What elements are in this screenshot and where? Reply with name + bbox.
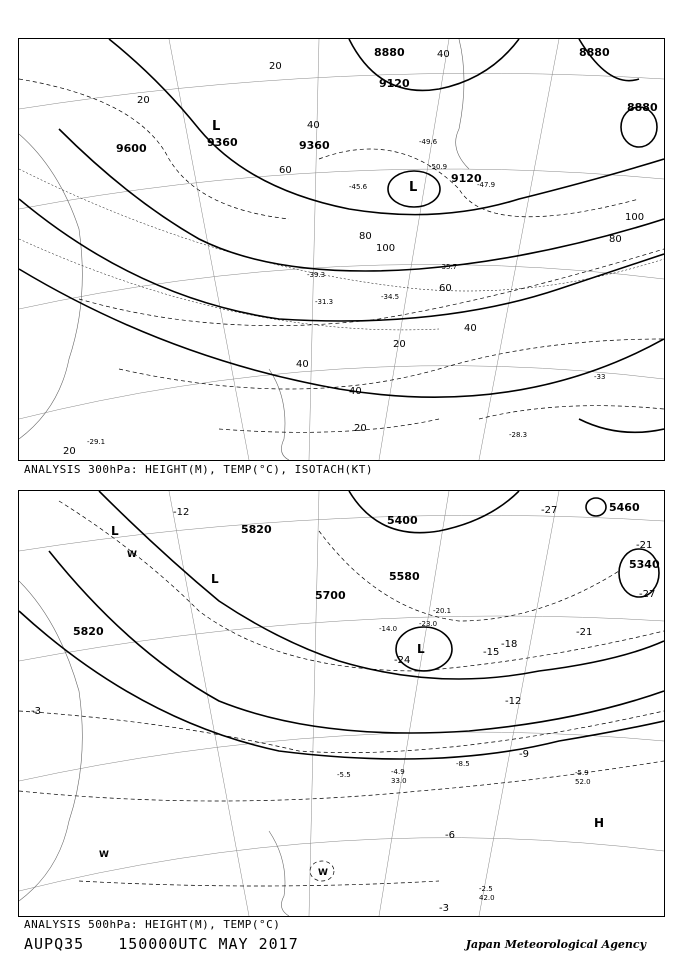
station-value: -50.9 xyxy=(429,163,448,171)
station-value: -5.9 xyxy=(575,769,589,777)
temperature-label: -24 xyxy=(394,655,411,666)
station-value: -31.3 xyxy=(315,298,334,306)
isotach-label: 100 xyxy=(376,243,396,254)
pressure-center-group xyxy=(99,524,604,878)
isotach-label: 20 xyxy=(137,95,150,106)
station-value: -23.0 xyxy=(419,620,438,628)
low-pressure-center: L xyxy=(211,572,219,586)
station-value: -39.3 xyxy=(307,271,326,279)
station-value: -8.5 xyxy=(456,760,470,768)
temperature-label: -12 xyxy=(173,507,190,518)
height-label: 5400 xyxy=(387,514,418,527)
isotach-label: 40 xyxy=(437,49,450,60)
height-label: 5580 xyxy=(389,570,420,583)
height-label: 9600 xyxy=(116,142,147,155)
height-label-group xyxy=(73,501,660,638)
isotach-label: 20 xyxy=(63,446,76,457)
height-label: 5700 xyxy=(315,589,346,602)
temperature-label: -18 xyxy=(501,639,518,650)
upper-air-chart-300hpa xyxy=(18,38,665,461)
station-value: -14.0 xyxy=(379,625,398,633)
station-value-group xyxy=(337,607,591,902)
low-pressure-center: L xyxy=(111,524,119,538)
isotherms xyxy=(19,501,664,886)
station-value: -45.6 xyxy=(349,183,368,191)
isotach-label-group xyxy=(63,49,644,457)
chart-code: AUPQ35 xyxy=(24,935,85,953)
station-value: -35.7 xyxy=(439,263,458,271)
height-label: 8880 xyxy=(627,101,658,114)
station-value: -33 xyxy=(594,373,606,381)
isotach-label: 40 xyxy=(296,359,309,370)
graticule xyxy=(19,491,664,916)
warm-center: W xyxy=(318,868,328,878)
station-value: -34.5 xyxy=(381,293,400,301)
isotach-label: 20 xyxy=(269,61,282,72)
temperature-label: -15 xyxy=(483,647,500,658)
temperature-label: -21 xyxy=(636,540,653,551)
isotach-label: 100 xyxy=(625,212,645,223)
temperature-label: -3 xyxy=(439,903,449,914)
low-pressure-center: L xyxy=(417,642,425,656)
station-value: -49.6 xyxy=(419,138,438,146)
station-value-group xyxy=(87,138,605,446)
warm-center: W xyxy=(127,550,137,560)
isotach-label: 40 xyxy=(349,386,362,397)
valid-time: 150000UTC MAY 2017 xyxy=(118,935,299,953)
coastline xyxy=(19,581,289,916)
temperature-label-group xyxy=(31,505,655,914)
isotach-label: 80 xyxy=(609,234,622,245)
upper-panel-caption: ANALYSIS 300hPa: HEIGHT(M), TEMP(°C), ISOTACH(KT) xyxy=(24,463,374,476)
height-label: 5820 xyxy=(73,625,104,638)
upper-air-chart-500hpa xyxy=(18,490,665,917)
height-label: 5340 xyxy=(629,558,660,571)
temperature-label: -27 xyxy=(639,589,656,600)
warm-center: W xyxy=(99,850,109,860)
isotach-label: 60 xyxy=(279,165,292,176)
isotach-label: 40 xyxy=(307,120,320,131)
temperature-label: -21 xyxy=(576,627,593,638)
chart-id-row xyxy=(24,935,299,953)
station-value: -5.5 xyxy=(337,771,351,779)
isotach-label: 40 xyxy=(464,323,477,334)
lower-panel-caption: ANALYSIS 500hPa: HEIGHT(M), TEMP(°C) xyxy=(24,918,281,931)
height-label: 8880 xyxy=(374,46,405,59)
station-value: -28.3 xyxy=(509,431,528,439)
isotach-label: 60 xyxy=(439,283,452,294)
temperature-label: -12 xyxy=(505,696,522,707)
height-label-group xyxy=(116,46,658,185)
station-value: -29.1 xyxy=(87,438,106,446)
map-300hpa xyxy=(19,39,664,460)
temperature-label: -27 xyxy=(541,505,558,516)
station-value: 52.0 xyxy=(575,778,591,786)
height-label: 9360 xyxy=(299,139,330,152)
isotach-label: 20 xyxy=(393,339,406,350)
station-value: -20.1 xyxy=(433,607,452,615)
height-label: 9360 xyxy=(207,136,238,149)
high-pressure-center: H xyxy=(594,816,605,830)
height-label: 9120 xyxy=(379,77,410,90)
isotach-label: 80 xyxy=(359,231,372,242)
temperature-label: -6 xyxy=(445,830,455,841)
height-label: 9120 xyxy=(451,172,482,185)
map-500hpa xyxy=(19,491,664,916)
temperature-label: -3 xyxy=(31,706,41,717)
station-value: 33.0 xyxy=(391,777,407,785)
low-pressure-center: L xyxy=(212,119,221,134)
height-label: 8880 xyxy=(579,46,610,59)
agency-name: Japan Meteorological Agency xyxy=(465,938,646,951)
height-label: 5460 xyxy=(609,501,640,514)
station-value: 42.0 xyxy=(479,894,495,902)
graticule xyxy=(19,39,664,460)
height-contours xyxy=(19,39,664,432)
low-pressure-center: L xyxy=(409,180,418,195)
isotach-label: 20 xyxy=(354,423,367,434)
station-value: -47.9 xyxy=(477,181,496,189)
height-label: 5820 xyxy=(241,523,272,536)
station-value: -2.5 xyxy=(479,885,493,893)
station-value: -4.9 xyxy=(391,768,405,776)
temperature-label: -9 xyxy=(519,749,529,760)
